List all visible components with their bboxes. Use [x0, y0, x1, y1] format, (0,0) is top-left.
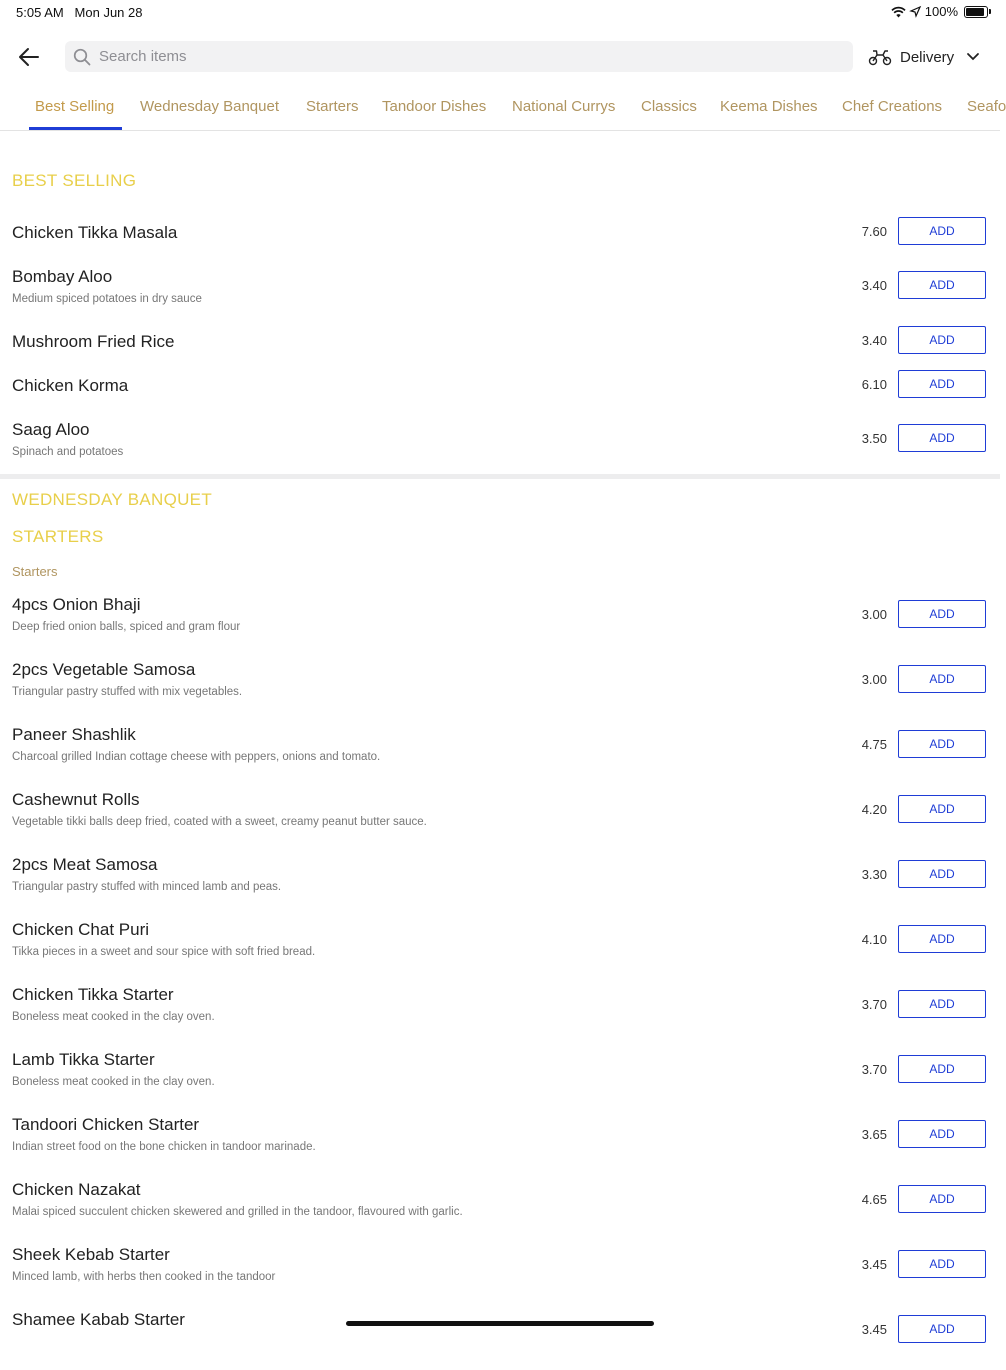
add-to-cart-button[interactable]: ADD	[898, 600, 986, 628]
menu-item-description: Triangular pastry stuffed with minced lamb and peas.	[12, 881, 282, 893]
battery-percent: 100%	[924, 4, 958, 19]
menu-item-price: 4.65	[861, 1192, 887, 1207]
menu-item[interactable]	[0, 985, 1000, 1045]
add-to-cart-button[interactable]: ADD	[898, 730, 986, 758]
menu-item[interactable]	[0, 1050, 1000, 1110]
menu-item[interactable]	[0, 1245, 1000, 1305]
menu-item[interactable]	[0, 1310, 1000, 1370]
menu-item-name: 4pcs Onion Bhaji	[12, 595, 141, 614]
add-to-cart-button[interactable]: ADD	[898, 1120, 986, 1148]
menu-item-name: 2pcs Vegetable Samosa	[12, 660, 196, 679]
menu-item-name: Paneer Shashlik	[12, 725, 136, 744]
menu-item[interactable]	[0, 595, 1000, 655]
menu-item-price: 3.70	[861, 1062, 887, 1077]
menu-item-description: Boneless meat cooked in the clay oven.	[12, 1076, 215, 1088]
section-title-wednesday-banquet: WEDNESDAY BANQUET	[12, 490, 213, 509]
add-to-cart-button[interactable]: ADD	[898, 1185, 986, 1213]
menu-item-name: Shamee Kabab Starter	[12, 1310, 185, 1329]
menu-item-price: 7.60	[861, 224, 887, 239]
delivery-selector[interactable]	[868, 43, 984, 71]
menu-item[interactable]	[0, 855, 1000, 915]
menu-item-description: Malai spiced succulent chicken skewered and grilled in the tandoor, flavoured with garlic.	[12, 1206, 463, 1218]
category-tabs	[0, 86, 1006, 131]
tab-wednesday-banquet[interactable]: Wednesday Banquet	[140, 98, 279, 115]
search-bar[interactable]	[65, 41, 853, 72]
menu-item-price: 3.30	[861, 867, 887, 882]
add-to-cart-button[interactable]: ADD	[898, 860, 986, 888]
tab-seafood[interactable]: Seafo	[967, 98, 1006, 115]
search-input[interactable]	[97, 47, 841, 66]
add-to-cart-button[interactable]: ADD	[898, 1250, 986, 1278]
add-to-cart-button[interactable]: ADD	[898, 1055, 986, 1083]
add-to-cart-button[interactable]: ADD	[898, 795, 986, 823]
add-to-cart-button[interactable]: ADD	[898, 217, 986, 245]
scooter-icon	[868, 48, 892, 66]
add-to-cart-button[interactable]: ADD	[898, 326, 986, 354]
add-to-cart-button[interactable]: ADD	[898, 424, 986, 452]
menu-item-description: Tikka pieces in a sweet and sour spice with soft fried bread.	[12, 946, 316, 958]
menu-item[interactable]	[0, 790, 1000, 850]
menu-item-price: 3.40	[861, 333, 887, 348]
menu-item-name: Sheek Kebab Starter	[12, 1245, 170, 1264]
wifi-icon	[891, 6, 906, 18]
tab-chef-creations[interactable]: Chef Creations	[842, 98, 943, 115]
menu-item-description: Triangular pastry stuffed with mix vegetables.	[12, 686, 243, 698]
search-icon	[73, 48, 91, 66]
back-button[interactable]	[14, 42, 44, 72]
menu-item[interactable]	[0, 920, 1000, 980]
tab-national-currys[interactable]: National Currys	[512, 98, 616, 115]
add-to-cart-button[interactable]: ADD	[898, 665, 986, 693]
menu-item-price: 4.20	[861, 802, 887, 817]
add-to-cart-button[interactable]: ADD	[898, 990, 986, 1018]
menu-item-price: 3.40	[861, 278, 887, 293]
tab-best-selling[interactable]: Best Selling	[35, 98, 115, 115]
menu-item-name: Saag Aloo	[12, 420, 90, 439]
menu-item[interactable]	[0, 660, 1000, 720]
tab-tandoor-dishes[interactable]: Tandoor Dishes	[382, 98, 487, 115]
menu-item-description: Medium spiced potatoes in dry sauce	[12, 293, 202, 305]
add-to-cart-button[interactable]: ADD	[898, 925, 986, 953]
menu-item-description: Deep fried onion balls, spiced and gram flour	[12, 621, 241, 633]
tab-starters[interactable]: Starters	[306, 98, 359, 115]
menu-item[interactable]	[0, 267, 1000, 327]
menu-item-name: Chicken Chat Puri	[12, 920, 150, 939]
menu-item-price: 3.00	[861, 672, 887, 687]
battery-icon	[964, 6, 988, 18]
tab-keema-dishes[interactable]: Keema Dishes	[720, 98, 818, 115]
menu-item-description: Minced lamb, with herbs then cooked in the tandoor	[12, 1271, 276, 1283]
battery-fill	[966, 8, 984, 16]
arrow-left-icon	[19, 48, 39, 66]
active-tab-indicator	[29, 127, 122, 130]
menu-item[interactable]	[0, 1180, 1000, 1240]
menu-item-price: 3.65	[861, 1127, 887, 1142]
menu-item-price: 4.75	[861, 737, 887, 752]
menu-item[interactable]	[0, 725, 1000, 785]
section-title-best-selling: BEST SELLING	[12, 171, 137, 190]
menu-item-price: 3.00	[861, 607, 887, 622]
status-time: 5:05 AM Mon Jun 28	[16, 5, 143, 20]
menu-item-price: 3.70	[861, 997, 887, 1012]
menu-item-price: 6.10	[861, 377, 887, 392]
menu-item-description: Boneless meat cooked in the clay oven.	[12, 1011, 215, 1023]
location-arrow-icon	[910, 6, 921, 17]
add-to-cart-button[interactable]: ADD	[898, 370, 986, 398]
menu-item-price: 3.50	[861, 431, 887, 446]
add-to-cart-button[interactable]: ADD	[898, 271, 986, 299]
section-title-starters: STARTERS	[12, 527, 104, 546]
menu-item-price: 3.45	[861, 1322, 887, 1337]
home-indicator	[346, 1321, 654, 1326]
menu-item[interactable]	[0, 420, 1000, 480]
menu-item-name: Mushroom Fried Rice	[12, 332, 175, 351]
menu-item-description: Charcoal grilled Indian cottage cheese with peppers, onions and tomato.	[12, 751, 381, 763]
menu-item[interactable]	[0, 1115, 1000, 1175]
menu-item-description: Indian street food on the bone chicken in tandoor marinade.	[12, 1141, 316, 1153]
status-bar	[0, 0, 1000, 24]
section-divider	[0, 474, 1000, 479]
menu-item-description: Spinach and potatoes	[12, 446, 124, 458]
menu-item-name: Chicken Korma	[12, 376, 129, 395]
menu-item-description: Vegetable tikki balls deep fried, coated with a sweet, creamy peanut butter sauce.	[12, 816, 427, 828]
menu-item-name: Cashewnut Rolls	[12, 790, 140, 809]
menu-item-price: 4.10	[861, 932, 887, 947]
menu-item-name: Chicken Tikka Masala	[12, 223, 178, 242]
status-right	[891, 4, 988, 19]
menu-item-name: Chicken Tikka Starter	[12, 985, 174, 1004]
menu-item-name: Bombay Aloo	[12, 267, 113, 286]
menu-item-name: Tandoori Chicken Starter	[12, 1115, 200, 1134]
delivery-label: Delivery	[900, 48, 955, 66]
menu-item-name: Lamb Tikka Starter	[12, 1050, 155, 1069]
menu-item-name: Chicken Nazakat	[12, 1180, 141, 1199]
tab-classics[interactable]: Classics	[641, 98, 697, 115]
chevron-down-icon	[962, 50, 984, 64]
subcategory-label: Starters	[12, 564, 58, 579]
add-to-cart-button[interactable]: ADD	[898, 1315, 986, 1343]
menu-item-name: 2pcs Meat Samosa	[12, 855, 158, 874]
menu-item-price: 3.45	[861, 1257, 887, 1272]
